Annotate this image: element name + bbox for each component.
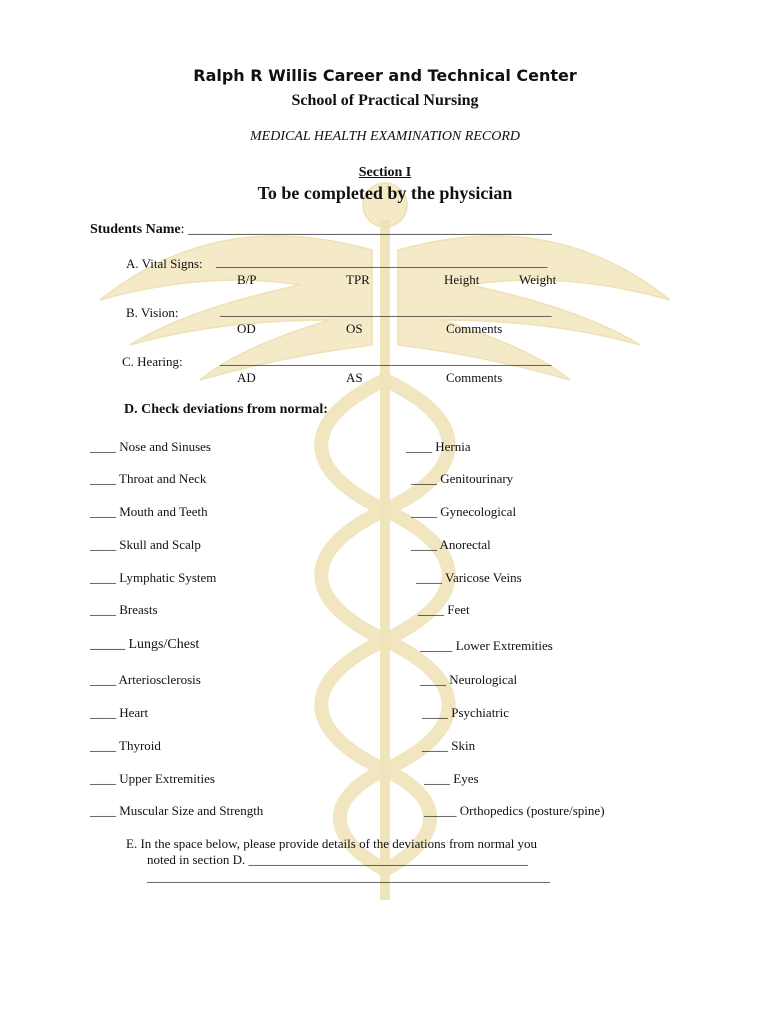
vital-height-label: Height — [444, 272, 480, 287]
deviation-item-right[interactable]: ____ Psychiatric — [422, 705, 510, 720]
vital-bp-label: B/P — [237, 272, 257, 287]
deviation-item-left[interactable]: ____ Arteriosclerosis — [90, 672, 201, 687]
deviation-item-left[interactable]: ____ Lymphatic System — [90, 570, 217, 585]
vision-od-label: OD — [237, 321, 256, 336]
deviation-item-left[interactable]: _____ Lungs/Chest — [90, 637, 200, 652]
deviation-item-right[interactable]: ____ Feet — [418, 602, 470, 617]
deviation-item-right[interactable]: _____ Orthopedics (posture/spine) — [424, 803, 605, 818]
details-line-2[interactable]: ______________________________________________________________ — [147, 869, 550, 884]
details-line-1[interactable]: noted in section D. ___________________________________________ — [147, 852, 528, 867]
details-instruction: E. In the space below, please provide details of the deviations from normal you — [126, 836, 538, 851]
vision-os-label: OS — [346, 321, 363, 336]
student-name-field[interactable]: : ____________________________________________________ — [180, 222, 553, 237]
vision-label: B. Vision: — [126, 305, 179, 320]
hearing-comments-label: Comments — [446, 370, 503, 385]
deviation-item-right[interactable]: ____ Gynecological — [411, 504, 517, 519]
vital-tpr-label: TPR — [346, 272, 370, 287]
deviation-item-right[interactable]: ____ Genitourinary — [411, 471, 514, 486]
deviation-item-left[interactable]: ____ Nose and Sinuses — [90, 439, 211, 454]
section-label: Section I — [358, 165, 412, 180]
deviation-item-right[interactable]: ____ Neurological — [420, 672, 518, 687]
vision-field[interactable]: ___________________________________________________ — [220, 303, 552, 318]
record-title: MEDICAL HEALTH EXAMINATION RECORD — [250, 129, 520, 144]
deviations-heading: D. Check deviations from normal: — [124, 402, 328, 417]
vital-signs-label: A. Vital Signs: — [126, 256, 203, 271]
vital-signs-field[interactable]: ___________________________________________________ — [216, 254, 548, 269]
school-name: School of Practical Nursing — [291, 92, 479, 109]
deviation-item-left[interactable]: ____ Muscular Size and Strength — [90, 803, 264, 818]
hearing-label: C. Hearing: — [122, 354, 183, 369]
physician-instruction: To be completed by the physician — [257, 183, 513, 203]
deviation-item-right[interactable]: _____ Lower Extremities — [420, 638, 553, 653]
deviation-item-left[interactable]: ____ Skull and Scalp — [90, 537, 201, 552]
vision-comments-label: Comments — [446, 321, 503, 336]
hearing-as-label: AS — [346, 370, 363, 385]
deviation-item-right[interactable]: ____ Anorectal — [411, 537, 491, 552]
hearing-field[interactable]: ___________________________________________________ — [220, 352, 552, 367]
student-name-label: Students Name — [90, 222, 181, 237]
deviation-item-left[interactable]: ____ Thyroid — [90, 738, 161, 753]
student-name-row[interactable] — [90, 222, 552, 238]
deviation-item-left[interactable]: ____ Breasts — [90, 602, 158, 617]
deviation-item-left[interactable]: ____ Heart — [90, 705, 149, 720]
deviation-item-right[interactable]: ____ Eyes — [424, 771, 479, 786]
deviation-item-left[interactable]: ____ Mouth and Teeth — [90, 504, 208, 519]
institution-name: Ralph R Willis Career and Technical Center — [193, 66, 577, 85]
deviation-item-right[interactable]: ____ Varicose Veins — [416, 570, 522, 585]
deviation-item-right[interactable]: ____ Skin — [422, 738, 476, 753]
deviation-item-left[interactable]: ____ Upper Extremities — [90, 771, 215, 786]
deviation-item-right[interactable]: ____ Hernia — [406, 439, 471, 454]
deviation-item-left[interactable]: ____ Throat and Neck — [90, 471, 207, 486]
hearing-ad-label: AD — [237, 370, 256, 385]
vital-weight-label: Weight — [519, 272, 557, 287]
